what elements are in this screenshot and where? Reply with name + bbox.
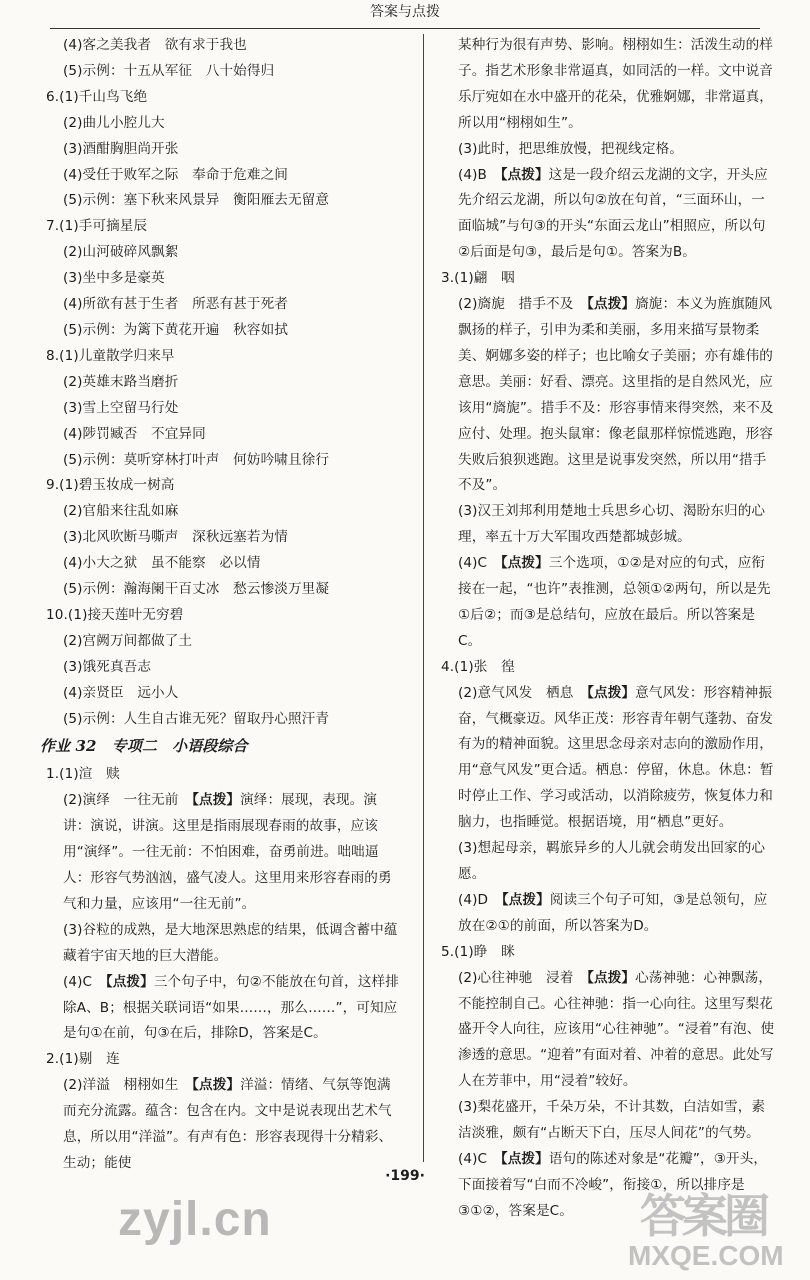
answer-paragraph: [46, 551, 404, 577]
answer-paragraph: [46, 292, 404, 318]
answer-text: (3)梨花盛开，千朵万朵，不计其数，白洁如雪，素洁淡雅，颇有“占断天下白，压尽人间花”的气势。: [458, 1099, 766, 1142]
answer-paragraph: [46, 499, 404, 525]
answer-text: (5)示例：十五从军征 八十始得归: [63, 62, 275, 79]
answer-paragraph: [46, 762, 404, 788]
answer-paragraph: [46, 707, 404, 733]
answer-text: 三个句子中，句②不能放在句首，这样排除A、B；根据关联词语“如果……，那么……”，可知应是句①在前，句③在后，排除D，答案是C。: [63, 973, 399, 1042]
answer-text: 阅读三个句子可知，③是总领句，应放在②①的前面，所以答案为D。: [458, 891, 768, 934]
answer-paragraph: [441, 499, 777, 551]
answer-text: (3)饿死真吾志: [63, 658, 152, 675]
answer-paragraph: [46, 344, 404, 370]
answer-text: (4)陟罚臧否 不宜异同: [63, 425, 206, 442]
answer-text: 旖旎：本义为旌旗随风飘扬的样子，引申为柔和美丽，多用来描写景物柔美、婀娜多姿的样子；也比喻女子美丽；亦有雄伟的意思。美丽：好看、漂亮。这里指的是自然风光，应该用“旖旎”。措手不及：形容事情来得突然，来不及应付、处理。抱头鼠窜：像老鼠那样惊慌逃跑，形容失败后狼狈逃跑。这里是说事发突然，所以用“措手不及”。: [458, 296, 774, 494]
tip-label: 【点拨】: [587, 969, 636, 986]
answer-paragraph: [46, 629, 404, 655]
answer-paragraph: [441, 655, 777, 681]
answer-text: (4)小大之狱 虽不能察 必以情: [63, 555, 261, 572]
answer-text: 4.(1)张 徨: [441, 658, 515, 675]
answer-text: 语句的陈述对象是“花瓣”，③开头，下面接着写“白而不冷峻”，衔接①，所以排序是③①②，答案是C。: [458, 1150, 768, 1219]
answer-text: (2)洋溢 栩栩如生: [63, 1077, 193, 1094]
answer-text: (2)演绎 一往无前: [63, 792, 193, 809]
answer-text: 心荡神驰：心神飘荡，不能控制自己。心往神驰：指一心向往。这里写梨花盛开令人向往，应该用“心往神驰”。“浸着”有泡、使渗透的意思。“迎着”有面对着、冲着的意思。此处写人在芳菲中，用“浸着”较好。: [458, 969, 775, 1090]
answer-paragraph: [46, 85, 404, 111]
answer-paragraph: [46, 111, 404, 137]
answer-text: (3)雪上空留马行处: [63, 399, 179, 416]
answer-text: (4)C: [63, 973, 106, 990]
answer-paragraph: [441, 940, 777, 966]
answer-text: (4)C: [458, 1150, 501, 1167]
answer-paragraph: [46, 681, 404, 707]
tip-label: 【点拨】: [105, 973, 154, 990]
answer-paragraph: [46, 970, 404, 1048]
answer-text: 洋溢：情绪、气氛等饱满而充分流露。蕴含：包含在内。文中是说表现出艺术气息，所以用“洋溢”。有声有色：形容表现得十分精彩、生动；能使: [63, 1077, 393, 1171]
answer-text: 7.(1)手可摘星辰: [46, 218, 148, 235]
answer-text: (5)示例：为篱下黄花开遍 秋容如拭: [63, 321, 288, 338]
answer-text: (5)示例：莫听穿林打叶声 何妨吟啸且徐行: [63, 451, 330, 468]
answer-text: 3.(1)翩 咽: [441, 270, 515, 287]
answer-paragraph: [46, 788, 404, 918]
page-number: ·199·: [385, 1168, 425, 1184]
answer-paragraph: [46, 59, 404, 85]
tip-label: 【点拨】: [500, 166, 549, 183]
section-title: [40, 734, 404, 760]
tip-label: 【点拨】: [587, 684, 636, 701]
tip-label: 【点拨】: [501, 891, 550, 908]
answer-text: (3)谷粒的成熟，是大地深思熟虑的结果，低调含蓄中蕴藏着宇宙天地的巨大潜能。: [63, 921, 398, 964]
answer-paragraph: [46, 318, 404, 344]
answer-text: 意气风发：形容精神振奋，气概豪迈。风华正茂：形容青年朝气蓬勃、奋发有为的精神面貌。这里思念母亲对志向的激励作用，用“意气风发”更合适。栖息：停留，休息。休息：暂时停止工作、学习或活动，以消除疲劳，恢复体力和脑力，也指睡觉。根据语境，用“栖息”更好。: [458, 684, 774, 831]
answer-paragraph: [46, 33, 404, 59]
tip-label: 【点拨】: [500, 555, 549, 572]
answer-text: (4)B: [458, 166, 501, 183]
answer-text: 某种行为很有声势、影响。栩栩如生：活泼生动的样子。指艺术形象非常逼真，如同活的一样。文中说音乐厅宛如在水中盛开的花朵，优雅婀娜，非常逼真，所以用“栩栩如生”。: [458, 37, 773, 131]
answer-paragraph: [46, 240, 404, 266]
answer-text: (2)英雄末路当磨折: [63, 373, 179, 390]
answer-text: 这是一段介绍云龙湖的文字，开头应先介绍云龙湖，所以句②放在句首，“三面环山，一面临城”与句③的开头“东面云龙山”相照应，所以句②后面是句③，最后是句①。答案为B。: [458, 166, 768, 261]
answer-paragraph: [46, 473, 404, 499]
answer-paragraph: [441, 888, 777, 940]
answer-paragraph: [441, 266, 777, 292]
answer-text: 5.(1)睁 眯: [441, 943, 515, 960]
answer-paragraph: [441, 681, 777, 836]
answer-paragraph: [46, 163, 404, 189]
answer-paragraph: [46, 137, 404, 163]
answer-paragraph: [441, 292, 777, 499]
answer-text: (2)曲儿小腔儿大: [63, 114, 165, 131]
answer-text: (2)官船来往乱如麻: [63, 503, 179, 520]
answer-text: (3)坐中多是豪英: [63, 270, 165, 287]
answer-text: 演绎：展现，表现。演讲：演说，讲演。这里是指雨展现春雨的故事，应该用“演绎”。一往无前：不怕困难，奋勇前进。咄咄逼人：形容气势汹汹，盛气凌人。这里用来形容春雨的勇气和力量，应该用“一往无前”。: [63, 792, 392, 912]
left-column: [40, 33, 404, 1177]
header-rule: [50, 28, 760, 29]
answer-paragraph: [441, 33, 777, 137]
answer-text: (2)宫阙万间都做了土: [63, 632, 193, 649]
answer-text: 2.(1)剔 连: [46, 1051, 120, 1068]
answer-text: (5)示例：人生自古谁无死？留取丹心照汗青: [63, 710, 330, 727]
answer-text: 8.(1)儿童散学归来早: [46, 347, 175, 364]
column-divider: [423, 34, 424, 1162]
answer-text: (3)酒酣胸胆尚开张: [63, 140, 179, 157]
watermark-logo: 答案圈: [640, 1189, 766, 1243]
answer-paragraph: [46, 214, 404, 240]
answer-text: (5)示例：塞下秋来风景异 衡阳雁去无留意: [63, 192, 330, 209]
answer-text: (3)汉王刘邦利用楚地士兵思乡心切、渴盼东归的心理，率五十万大军围攻西楚都城彭城。: [458, 503, 766, 546]
answer-paragraph: [441, 551, 777, 655]
answer-paragraph: [441, 137, 777, 163]
watermark-left: zyjl.cn: [118, 1193, 272, 1246]
answer-paragraph: [441, 966, 777, 1096]
answer-text: 9.(1)碧玉妆成一树高: [46, 477, 175, 494]
answer-text: (2)山河破碎风飘絮: [63, 244, 179, 261]
answer-text: (2)旖旎 措手不及: [458, 296, 588, 313]
answer-text: (4)客之美我者 欲有求于我也: [63, 37, 247, 53]
answer-paragraph: [46, 396, 404, 422]
right-column: [441, 33, 777, 1225]
answer-paragraph: [46, 266, 404, 292]
answer-paragraph: [46, 525, 404, 551]
answer-text: (5)示例：瀚海阑干百丈冰 愁云惨淡万里凝: [63, 581, 330, 598]
answer-paragraph: [46, 655, 404, 681]
answer-paragraph: [441, 163, 777, 267]
answer-text: (4)受任于败军之际 奉命于危难之间: [63, 166, 288, 183]
tip-label: 【点拨】: [500, 1150, 549, 1167]
answer-text: (4)C: [458, 555, 501, 572]
answer-paragraph: [46, 370, 404, 396]
answer-text: (4)D: [458, 891, 502, 908]
answer-paragraph: [46, 188, 404, 214]
answer-text: 三个选项，①②是对应的句式，应衔接在一起，“也许”表推测，总领①②两句，所以是先①后②；而③是总结句，应放在最后。所以答案是C。: [458, 555, 771, 649]
answer-text: (3)此时，把思维放慢，把视线定格。: [458, 140, 683, 157]
tip-label: 【点拨】: [192, 1077, 241, 1094]
answer-paragraph: [46, 577, 404, 603]
watermark-right: MXQE.COM: [628, 1240, 784, 1271]
answer-paragraph: [46, 603, 404, 629]
page-header: 答案与点拨: [370, 4, 440, 20]
answer-text: (4)亲贤臣 远小人: [63, 684, 179, 701]
answer-paragraph: [46, 448, 404, 474]
answer-text: (3)想起母亲，羁旅异乡的人儿就会萌发出回家的心愿。: [458, 840, 766, 882]
answer-text: 10.(1)接天莲叶无穷碧: [46, 606, 184, 623]
answer-paragraph: [46, 918, 404, 970]
tip-label: 【点拨】: [587, 296, 636, 313]
answer-paragraph: [441, 1095, 777, 1147]
tip-label: 【点拨】: [192, 792, 241, 809]
answer-text: (3)北风吹断马嘶声 深秋远塞若为情: [63, 529, 288, 546]
answer-paragraph: [46, 1073, 404, 1177]
answer-paragraph: [46, 422, 404, 448]
answer-text: 6.(1)千山鸟飞绝: [46, 88, 148, 105]
answer-text: 1.(1)渲 赎: [46, 766, 120, 783]
answer-paragraph: [46, 1047, 404, 1073]
answer-text: (2)心往神驰 浸着: [458, 969, 588, 986]
answer-text: 作业 32 专项二 小语段综合: [40, 737, 248, 756]
answer-paragraph: [441, 836, 777, 888]
answer-text: (4)所欲有甚于生者 所恶有甚于死者: [63, 296, 288, 313]
answer-text: (2)意气风发 栖息: [458, 684, 588, 701]
